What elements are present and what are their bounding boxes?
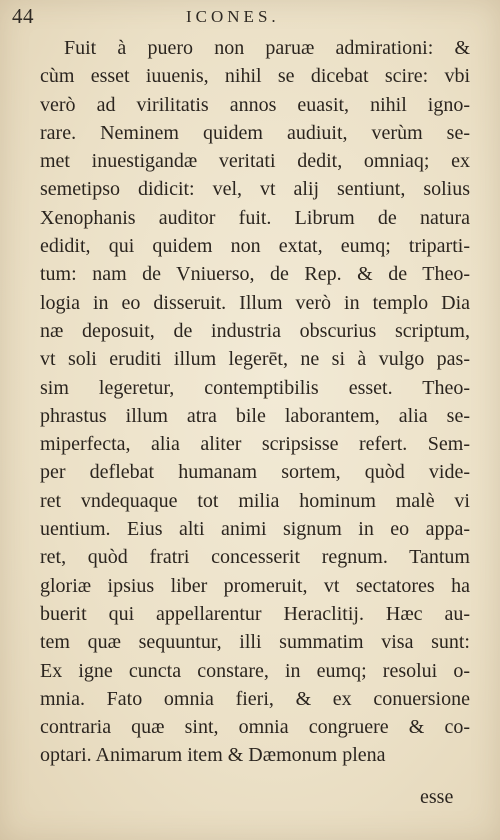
text-line: phrastus illum atra bile laborantem, alia se- [40, 404, 470, 427]
running-head: ICONES. [186, 7, 280, 26]
text-line: rare. Neminem quidem audiuit, verùm se- [40, 121, 470, 144]
text-line: optari. Animarum item & Dæmonum plena [40, 744, 386, 767]
text-line: logia in eo disseruit. Illum verò in templo Dia [40, 291, 470, 314]
body-text [40, 34, 470, 770]
text-line: ret vndequaque tot milia hominum malè vi [40, 489, 470, 512]
text-line: ret, quòd fratri concesserit regnum. Tantum [40, 546, 470, 569]
text-line: edidit, qui quidem non extat, eumq; triparti- [40, 235, 470, 258]
text-line: tem quæ sequuntur, illi summatim visa sunt: [40, 631, 470, 654]
text-line: tum: nam de Vniuerso, de Rep. & de Theo- [40, 263, 470, 286]
page-number: 44 [12, 4, 34, 28]
text-line: buerit qui appellarentur Heraclitij. Hæc au- [40, 602, 470, 625]
text-line: Fuit à puero non paruæ admirationi: & [64, 37, 470, 59]
text-line: per deflebat humanam sortem, quòd vide- [40, 461, 470, 484]
page-header [0, 4, 500, 30]
text-line: vt soli eruditi illum legerēt, ne si à vulgo pas- [40, 348, 470, 371]
text-line: sim legeretur, contemptibilis esset. Theo- [40, 376, 470, 399]
text-line: næ deposuit, de industria obscurius scriptum, [40, 319, 470, 342]
text-line: mnia. Fato omnia fieri, & ex conuersione [40, 687, 470, 710]
text-line: uentium. Eius alti animi signum in eo appa- [40, 518, 470, 541]
text-line: met inuestigandæ veritati dedit, omniaq; ex [40, 150, 470, 173]
catchword: esse [420, 786, 454, 808]
text-line: miperfecta, alia aliter scripsisse refert. Sem- [40, 433, 470, 456]
text-line: semetipso didicit: vel, vt alij sentiunt, solius [40, 178, 470, 201]
text-line: Xenophanis auditor fuit. Librum de natura [40, 206, 470, 229]
text-line: contraria quæ sint, omnia congruere & co- [40, 716, 470, 739]
text-line: verò ad virilitatis annos euasit, nihil igno- [40, 93, 470, 116]
text-line: Ex igne cuncta constare, in eumq; resolui o- [40, 659, 470, 682]
text-line: cùm esset iuuenis, nihil se dicebat scire: vbi [40, 65, 470, 88]
text-line: gloriæ ipsius liber promeruit, vt sectatores ha [40, 574, 470, 597]
